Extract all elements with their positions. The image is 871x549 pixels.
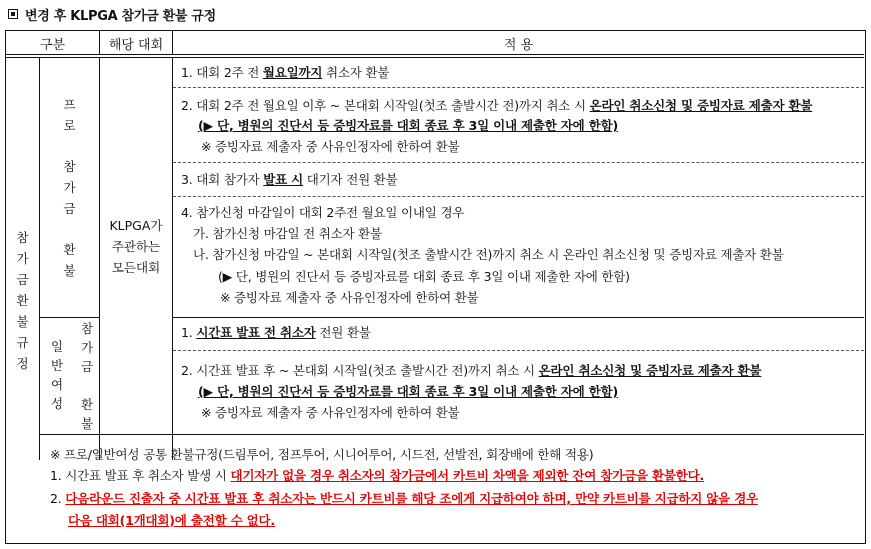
general-label-col2-top: 참 가 금 (80, 321, 94, 374)
pro-rule-2-note: ※ 증빙자료 제출자 중 사유인정자에 한하여 환불 (201, 139, 460, 154)
pro-refund-label: 프 로 참 가 금 환 불 (63, 97, 76, 278)
dash-line-1 (173, 87, 864, 88)
pro-rule-4-condition: (▶ 단, 병원의 진단서 등 증빙자료를 대회 종료 후 3일 이내 제출한 자에 한함) (218, 269, 630, 284)
header-category: 구분 (39, 37, 66, 53)
header-tournament: 해당 대회 (108, 37, 164, 53)
pro-rule-3: 3. 대회 참가자 발표 시 대기자 전원 환불 (181, 172, 398, 187)
pro-general-separator (39, 317, 100, 318)
pro-general-separator-right (172, 317, 864, 318)
dash-line-3 (173, 196, 864, 197)
checkbox-square-icon (8, 9, 18, 19)
common-rule-2: 2. 다음라운드 진출자 중 시간표 발표 후 취소자는 반드시 카트비를 해당 조에게 지급하여야 하며, 만약 카트비를 지급하지 않을 경우 (50, 491, 758, 506)
dash-line-2 (173, 162, 864, 163)
pro-rule-2: 2. 대회 2주 전 월요일 이후 ~ 본대회 시작일(첫조 출발시간 전)까지 취소 시 온라인 취소신청 및 증빙자료 제출자 환불 (181, 98, 813, 113)
tournament-cell: KLPGA가 주관하는 모든대회 (109, 217, 163, 275)
pro-rule-4: 4. 참가신청 마감일이 대회 2주전 월요일 이내일 경우 (181, 205, 465, 220)
common-rule-1: 1. 시간표 발표 후 취소자 발생 시 대기자가 없을 경우 취소자의 참가금에서 카트비 차액을 제외한 잔여 참가금을 환불한다. (50, 468, 705, 483)
common-rule-intro: ※ 프로/일반여성 공통 환불규정(드림투어, 점프투어, 시니어투어, 시드전, 선발전, 회장배에 한해 적용) (50, 447, 594, 462)
refund-policy-table (5, 30, 866, 544)
pro-rule-4-note: ※ 증빙자료 제출자 중 사유인정자에 한하여 환불 (220, 290, 479, 305)
general-rule-2: 2. 시간표 발표 후 ~ 본대회 시작일(첫조 출발시간 전)까지 취소 시 온라인 취소신청 및 증빙자료 제출자 환불 (181, 363, 762, 378)
general-rule-1: 1. 시간표 발표 전 취소자 전원 환불 (181, 325, 371, 340)
header-application: 적 용 (503, 37, 534, 53)
pro-rule-2-condition: (▶ 단, 병원의 진단서 등 증빙자료를 대회 종료 후 3일 이내 제출한 자에 한함) (198, 118, 618, 133)
page-title (8, 6, 216, 22)
general-rule-2-note: ※ 증빙자료 제출자 중 사유인정자에 한하여 환불 (201, 405, 460, 420)
pro-rule-4-na: 나. 참가신청 마감일 ~ 본대회 시작일(첫조 출발시간 전)까지 취소 시 온라인 취소신청 및 증빙자료 제출자 환불 (193, 247, 784, 262)
general-label-col2-bottom: 환 불 (80, 397, 94, 431)
dash-line-4 (173, 350, 864, 351)
refund-policy-vertical-label: 참 가 금 환 불 규 정 (16, 229, 29, 371)
pro-rule-1: 1. 대회 2주 전 월요일까지 취소자 환불 (181, 65, 390, 80)
general-rule-2-condition: (▶ 단, 병원의 진단서 등 증빙자료를 대회 종료 후 3일 이내 제출한 자에 한함) (198, 384, 618, 399)
pro-rule-4-ga: 가. 참가신청 마감일 전 취소자 환불 (193, 226, 382, 241)
col-line-3b (172, 58, 173, 460)
common-rule-2-continued: 다음 대회(1개대회)에 출전할 수 없다. (68, 513, 275, 528)
common-section-line (39, 434, 864, 435)
general-label-col1: 일 반 여 성 (50, 339, 64, 411)
page-title-text: 변경 후 KLPGA 참가금 환불 규정 (25, 8, 216, 24)
